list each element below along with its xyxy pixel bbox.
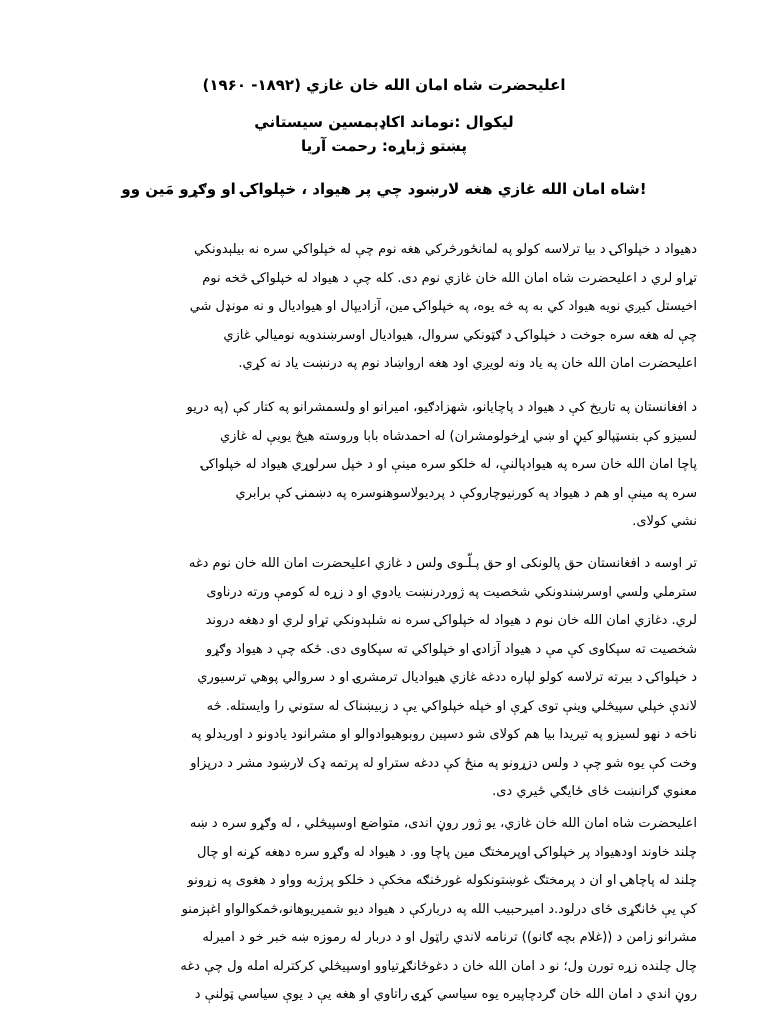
text-line: تړاو لري د اعليحضرت شاه امان الله خان غازي نوم دی. کله چې د هيواد له خپلواکۍ څخه نوم bbox=[202, 270, 697, 286]
document-title: اعليحضرت شاه امان الله خان غازي (۱۸۹۲- ۱۹۶۰) bbox=[202, 76, 566, 94]
text-line: چال چلنده زړه تورن ول؛ نو د امان الله خان د دغوځانګړتياوو اوسپيڅلي کرکترله امله ول چې دغه bbox=[180, 958, 697, 974]
text-line: شخصيت ته سپکاوی کې مې د هيواد آزادۍ او خپلواکي ته سپکاوی دی. ځکه چې د هيواد وګړو bbox=[205, 641, 697, 657]
text-line: لري. دغازي امان الله خان نوم د هيواد له خپلواکۍ سره نه شلېدونکي تړاو لري او دهغه دروند bbox=[205, 613, 697, 628]
paragraph-3 bbox=[72, 550, 697, 807]
text-line: پاچا امان الله خان سره په هيوادپالنې، له خلکو سره مينې او د خپل سرلوړي هيواد له خپلواکۍ bbox=[201, 457, 697, 472]
text-line: وخت کې يوه شو چې د ولس دزړونو په منځ کې ددغه ستراو له پرتمه ډک لارښود مشر د درپزاو bbox=[190, 755, 697, 771]
text-line: ناخه د نهو لسيزو په تيريدا بيا هم کولای شو دسپين روبوهيوادوالو او مشرانود يادونو د اوريدلو په bbox=[190, 727, 697, 742]
text-line: د افغانستان په تاريخ کې د هيواد د پاچايانو، شهزادګيو، اميرانو او ولسمشرانو په کتار کې (په دريو bbox=[186, 400, 697, 415]
text-line: د خپلواکۍ د بيرته ترلاسه کولو لپاره ددغه غازي هيواديال ترمشرۍ او د سروالي پوهي ترسيوري bbox=[197, 670, 697, 685]
text-line: اعليحضرت شاه امان الله خان غازي، يو ژور روڼ اندی، متواضع اوسپيڅلي ، له وګړو سره د ښه bbox=[189, 816, 697, 831]
text-line: دهيواد د خپلواکۍ د بيا ترلاسه کولو په لمانځورڅرکي هغه نوم چې له خپلواکي سره نه بيلېدونکي bbox=[193, 242, 697, 257]
text-line: لسيزو کې بنسټپالو کيڼ او ښي اړخولومشران) له احمدشاه بابا وروسته هيڅ يويې له غازي bbox=[220, 428, 697, 444]
text-line: روڼ اندي د امان الله خان ګردچاپيره يوه سياسي کړۍ راتاوي او هغه يې د يوې سياسي ټولنې د bbox=[194, 987, 697, 1002]
text-line: چلند له پاچاهۍ او ان د پرمختګ غوښتونکوله غورځنګه مخکې د خلکو پرژبه وواو د هغوی په زړونو bbox=[187, 873, 697, 888]
text-line: چلند خاوند اودهيواد پر خپلواکۍ اوپرمختګ مين پاچا وو. د هيواد له وګړو سره دهغه کړنه او چال bbox=[196, 844, 697, 860]
paragraph-2 bbox=[72, 394, 697, 537]
text-line: اخيستل کيږي نويه هيواد کي به په څه يوه، په خپلواکۍ مين، آزاديپال او هيواديال و نه مونډل شي bbox=[189, 299, 697, 314]
text-line: نشي کولای. bbox=[632, 514, 697, 529]
text-line: مشرانو زامن د ((غلام بچه ګانو)) ترنامه لاندي راټول او د دربار له رموزه ښه خبر خو د اميرله bbox=[202, 930, 697, 945]
text-line: معنوي ګرانښت ځای ځايګي ځيري دی. bbox=[492, 784, 697, 799]
text-line: لاندې خپلي سپيڅلي وينې توی کړې او خپله خپلواکي يې د زبيښناک له ستوني را وايستله. څه bbox=[206, 698, 697, 714]
paragraph-4 bbox=[72, 810, 697, 1010]
text-line: اعليحضرت امان الله خان په ياد ونه لويږي اود هغه ارواښاد نوم په درنښت ياد نه کړي. bbox=[238, 356, 697, 371]
text-line: چې له هغه سره جوخت د خپلواکۍ د ګټونکي سروال، هيواديال اوسرښندويه نوميالي غازي bbox=[223, 327, 697, 343]
document-subtitle: !شاه امان الله غازي هغه لارښود چي پر هيواد ، خپلواکۍ او وګړو مَين وو bbox=[121, 180, 647, 198]
translator-line: پښتو ژباړه: رحمت آريا bbox=[301, 137, 467, 155]
text-line: سره په مينې او هم د هيواد په کورنيوچاروکې د پرديولاسوهنوسره په دښمنۍ کې برابري bbox=[235, 485, 697, 501]
paragraph-1 bbox=[72, 236, 697, 379]
author-line: ليکوال :نوماند اکاډېمسين سيستاني bbox=[254, 113, 514, 131]
text-line: سترملي ولسي اوسرښندونکي شخصيت په ژوردرنښت يادوي او د زړه له کومې ورته درناوی bbox=[206, 584, 697, 600]
text-line: کې يې ځانګړی ځای درلود.د اميرحبيب الله په درباركې د هيواد ديو شميريوهانو،څمکوالواو اغېزمنو bbox=[181, 901, 697, 917]
text-line: تر اوسه د افغانستان حق پالونکی او حق پـلّـوی ولس د غازي اعليحضرت امان الله خان نوم دغه bbox=[188, 556, 697, 571]
